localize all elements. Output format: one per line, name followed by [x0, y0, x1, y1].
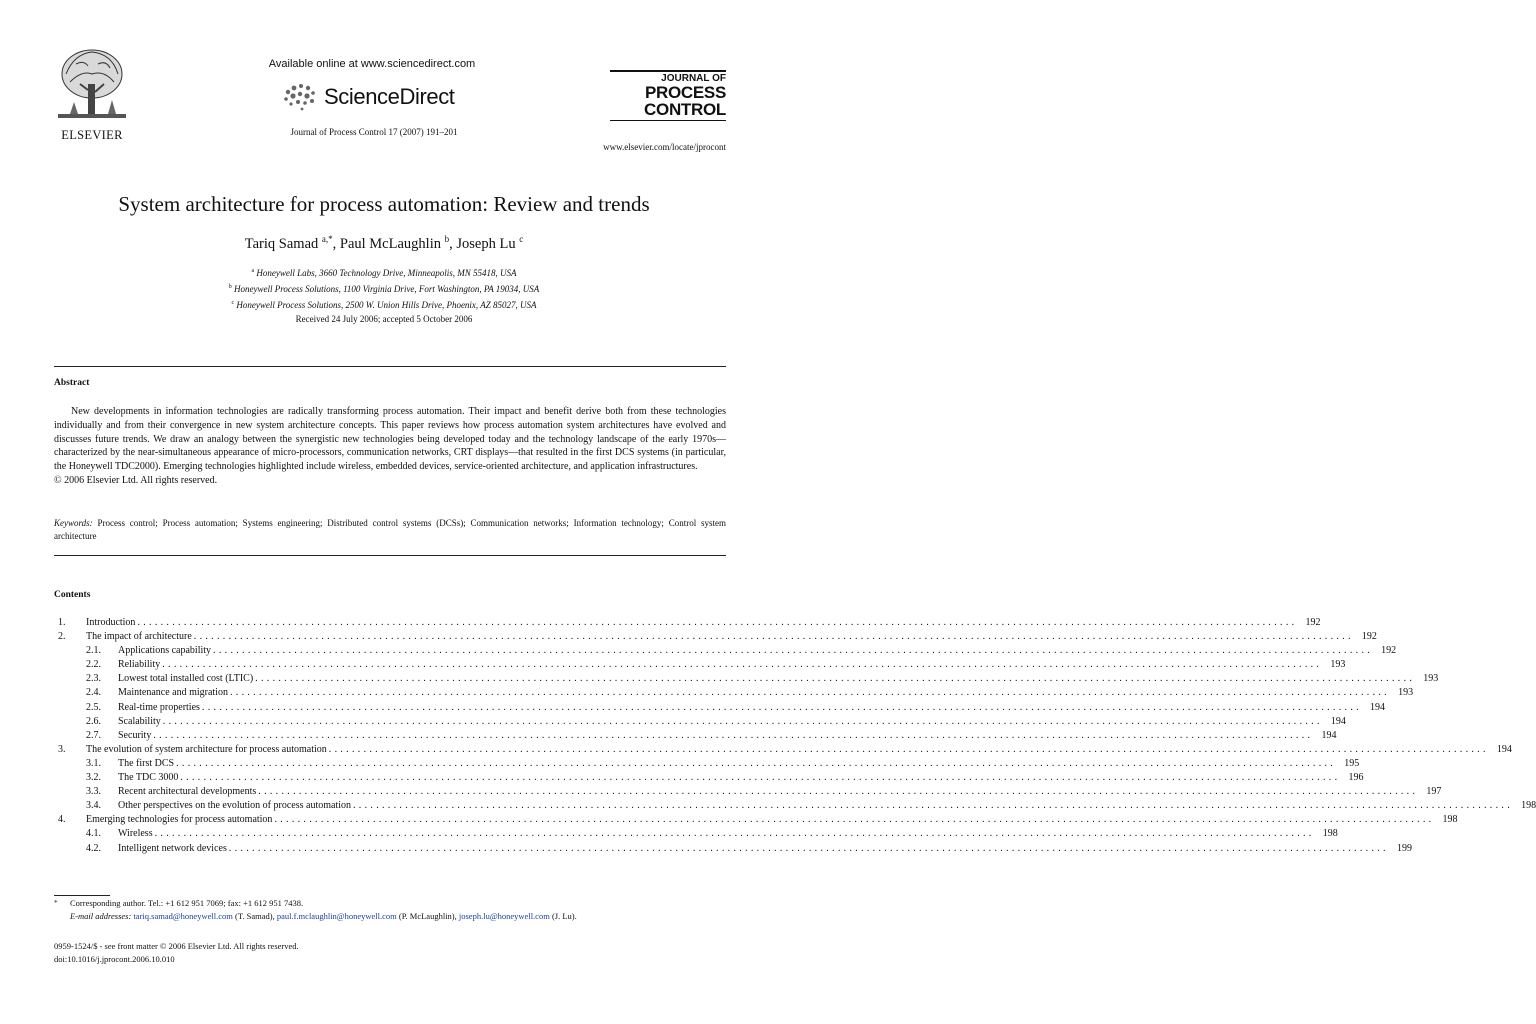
contents-heading: Contents	[54, 590, 91, 600]
email-label: E-mail addresses:	[70, 910, 132, 921]
toc-leader-dots: . . . . . . . . . . . . . . . . . . . . . . . . . . . . . . . . . . . . . . . . . . . . . . . . . . . . . . . . . . . . . . . . . . . . . . . . . . . . . . . . . . . . . . . . . . . . . . . . . . . . . . . . . . . . . . . . . . . . . . . . . . . . . . . . . . . . . . . . . . . . . . . . . . . . . . . . . . . . . . . . . . . . . . . . . . . . . . . . . . . . . . . . . . . . . . . . . . . . . . . .	[258, 786, 1416, 798]
doi-line[interactable]: doi:10.1016/j.jprocont.2006.10.010	[54, 953, 175, 964]
footnote-star: *	[54, 899, 58, 907]
toc-title: Recent architectural developments	[118, 786, 257, 798]
email-link[interactable]: paul.f.mclaughlin@honeywell.com	[276, 910, 397, 921]
divider	[54, 555, 726, 556]
toc-entry[interactable]	[54, 799, 1536, 813]
toc-page-number: 192	[1361, 631, 1377, 643]
toc-entry[interactable]	[54, 827, 1338, 841]
toc-page-number: 194	[1330, 715, 1346, 727]
toc-leader-dots: . . . . . . . . . . . . . . . . . . . . . . . . . . . . . . . . . . . . . . . . . . . . . . . . . . . . . . . . . . . . . . . . . . . . . . . . . . . . . . . . . . . . . . . . . . . . . . . . . . . . . . . . . . . . . . . . . . . . . . . . . . . . . . . . . . . . . . . . . . . . . . . . . . . . . . . . . . . . . . . . . . . . . . . . . . . . . . . . . . . . . . . . . . . . . . . . . . . . . . . .	[255, 673, 1413, 685]
toc-title: The TDC 3000	[118, 772, 179, 784]
corresponding-author-note	[54, 897, 726, 910]
abstract-body	[54, 405, 726, 488]
toc-entry[interactable]	[54, 715, 1346, 729]
divider	[54, 366, 726, 367]
journal-reference: Journal of Process Control 17 (2007) 191–201	[290, 127, 458, 137]
toc-title: Introduction	[86, 617, 136, 628]
issn-line: 0959-1524/$ - see front matter © 2006 Elsevier Ltd. All rights reserved.	[54, 941, 299, 951]
toc-entry[interactable]	[54, 842, 1412, 856]
abstract-text: New developments in information technologies are radically transforming process automation. Their impact and benefit derive both from these technologies individually and from their convergence in new system architecture concepts. This paper reviews how process automation system architectures have evolved and discusses future trends. We draw an analogy between the synergistic new technologies being developed today and the technology landscape of the early 1970s—characterized by the near-simultaneous appearance of micro-processors, communication networks, CRT displays—that resulted in the first DCS systems (in particular, the Honeywell TDC2000). Emerging technologies highlighted include wireless, embedded devices, service-oriented architecture, and application infrastructures.	[54, 406, 726, 473]
affiliation	[40, 280, 728, 296]
toc-title: Emerging technologies for process automation	[86, 814, 273, 826]
toc-leader-dots: . . . . . . . . . . . . . . . . . . . . . . . . . . . . . . . . . . . . . . . . . . . . . . . . . . . . . . . . . . . . . . . . . . . . . . . . . . . . . . . . . . . . . . . . . . . . . . . . . . . . . . . . . . . . . . . . . . . . . . . . . . . . . . . . . . . . . . . . . . . . . . . . . . . . . . . . . . . . . . . . . . . . . . . . . . . . . . . . . . . . . . . . . . . . . . . . . . . . . . . .	[353, 800, 1511, 812]
toc-page-number: 198	[1521, 800, 1536, 812]
toc-number: 3.	[58, 743, 66, 755]
abstract-heading: Abstract	[54, 378, 90, 388]
toc-title: Security	[118, 729, 152, 741]
toc-number: 2.	[58, 631, 66, 643]
toc-page-number: 193	[1398, 687, 1414, 699]
keywords-text: Process control; Process automation; Systems engineering; Distributed control systems (DCSs); Communication networks; Information technology; Control system architecture	[54, 518, 727, 541]
toc-title: Maintenance and migration	[118, 687, 228, 699]
available-online-text: Available online at www.sciencedirect.com	[268, 58, 476, 70]
author-affil-mark: a,*	[321, 234, 333, 244]
copyright-line: © 2006 Elsevier Ltd. All rights reserved.	[54, 474, 218, 486]
toc-entry[interactable]	[54, 672, 1439, 686]
toc-title: Lowest total installed cost (LTIC)	[118, 673, 254, 685]
author-affil-mark: b	[444, 234, 450, 244]
toc-number: 2.3.	[86, 673, 101, 685]
affiliation	[40, 264, 728, 280]
toc-page-number: 194	[1370, 701, 1386, 713]
author-name: Joseph Lu	[456, 235, 516, 252]
author-list	[40, 234, 728, 253]
footnote-rule	[54, 895, 110, 896]
toc-page-number: 192	[1305, 617, 1321, 628]
toc-leader-dots: . . . . . . . . . . . . . . . . . . . . . . . . . . . . . . . . . . . . . . . . . . . . . . . . . . . . . . . . . . . . . . . . . . . . . . . . . . . . . . . . . . . . . . . . . . . . . . . . . . . . . . . . . . . . . . . . . . . . . . . . . . . . . . . . . . . . . . . . . . . . . . . . . . . . . . . . . . . . . . . . . . . . . . . . . . . . . . . . . . . . . . . . . . . . . . . . . . . . . . . .	[328, 743, 1486, 755]
toc-leader-dots: . . . . . . . . . . . . . . . . . . . . . . . . . . . . . . . . . . . . . . . . . . . . . . . . . . . . . . . . . . . . . . . . . . . . . . . . . . . . . . . . . . . . . . . . . . . . . . . . . . . . . . . . . . . . . . . . . . . . . . . . . . . . . . . . . . . . . . . . . . . . . . . . . . . . . . . . . . . . . . . . . . . . . . . . . . . . . . . . . . . . . . . . . . . . . . . . . . . . . . . .	[154, 828, 1312, 840]
toc-page-number: 198	[1442, 814, 1458, 826]
toc-title: The evolution of system architecture for process automation	[86, 743, 327, 755]
email-owner: (J. Lu).	[549, 910, 577, 921]
toc-number: 2.2.	[86, 659, 101, 671]
toc-page-number: 196	[1348, 772, 1364, 784]
toc-number: 2.7.	[86, 729, 101, 741]
toc-title: The impact of architecture	[86, 631, 192, 643]
toc-page-number: 194	[1321, 729, 1337, 741]
journal-logo-line-2: PROCESS	[644, 83, 726, 102]
toc-entry[interactable]	[54, 771, 1364, 785]
toc-title: Real-time properties	[118, 701, 200, 713]
author-separator: ,	[449, 235, 457, 252]
toc-leader-dots: . . . . . . . . . . . . . . . . . . . . . . . . . . . . . . . . . . . . . . . . . . . . . . . . . . . . . . . . . . . . . . . . . . . . . . . . . . . . . . . . . . . . . . . . . . . . . . . . . . . . . . . . . . . . . . . . . . . . . . . . . . . . . . . . . . . . . . . . . . . . . . . . . . . . . . . . . . . . . . . . . . . . . . . . . . . . . . . . . . . . . . . . . . . . . . . . . . . . . . . .	[193, 631, 1351, 643]
article-title: System architecture for process automation: Review and trends	[118, 192, 650, 216]
affiliation-text: Honeywell Process Solutions, 2500 W. Union Hills Drive, Phoenix, AZ 85027, USA	[236, 300, 537, 310]
toc-title: Wireless	[118, 828, 153, 840]
toc-number: 3.1.	[86, 757, 101, 769]
journal-logo	[610, 70, 726, 124]
toc-title: Other perspectives on the evolution of process automation	[118, 800, 351, 812]
toc-entry[interactable]	[54, 785, 1442, 799]
publisher-name: ELSEVIER	[61, 128, 123, 142]
toc-number: 4.1.	[86, 828, 101, 840]
keywords	[54, 517, 726, 543]
toc-entry[interactable]	[54, 686, 1414, 700]
toc-leader-dots: . . . . . . . . . . . . . . . . . . . . . . . . . . . . . . . . . . . . . . . . . . . . . . . . . . . . . . . . . . . . . . . . . . . . . . . . . . . . . . . . . . . . . . . . . . . . . . . . . . . . . . . . . . . . . . . . . . . . . . . . . . . . . . . . . . . . . . . . . . . . . . . . . . . . . . . . . . . . . . . . . . . . . . . . . . . . . . . . . . . . . . . . . . . . . . . . . . . . . . . .	[274, 814, 1432, 826]
toc-leader-dots: . . . . . . . . . . . . . . . . . . . . . . . . . . . . . . . . . . . . . . . . . . . . . . . . . . . . . . . . . . . . . . . . . . . . . . . . . . . . . . . . . . . . . . . . . . . . . . . . . . . . . . . . . . . . . . . . . . . . . . . . . . . . . . . . . . . . . . . . . . . . . . . . . . . . . . . . . . . . . . . . . . . . . . . . . . . . . . . . . . . . . . . . . . . . . . . . . . . . . . . .	[162, 659, 1320, 671]
toc-page-number: 193	[1330, 659, 1346, 671]
affiliation-mark: a	[251, 268, 255, 274]
toc-entry[interactable]	[54, 813, 1458, 827]
toc-leader-dots: . . . . . . . . . . . . . . . . . . . . . . . . . . . . . . . . . . . . . . . . . . . . . . . . . . . . . . . . . . . . . . . . . . . . . . . . . . . . . . . . . . . . . . . . . . . . . . . . . . . . . . . . . . . . . . . . . . . . . . . . . . . . . . . . . . . . . . . . . . . . . . . . . . . . . . . . . . . . . . . . . . . . . . . . . . . . . . . . . . . . . . . . . . . . . . . . . . . . . . . .	[153, 729, 1311, 741]
journal-logo-line-1: JOURNAL OF	[661, 73, 726, 84]
email-owner: (P. McLaughlin),	[396, 910, 459, 921]
email-line	[54, 910, 726, 923]
toc-number: 4.2.	[86, 842, 101, 854]
affiliation	[40, 296, 728, 312]
toc-title: Applications capability	[118, 645, 212, 657]
email-link[interactable]: tariq.samad@honeywell.com	[133, 910, 233, 921]
sciencedirect-wordmark: ScienceDirect	[324, 84, 455, 109]
affiliation-mark: b	[228, 284, 232, 290]
toc-page-number: 198	[1322, 828, 1338, 840]
email-link[interactable]: joseph.lu@honeywell.com	[458, 910, 550, 921]
author-separator: ,	[332, 235, 340, 252]
toc-entry[interactable]	[54, 658, 1346, 672]
corresponding-text: Corresponding author. Tel.: +1 612 951 7069; fax: +1 612 951 7438.	[70, 898, 304, 908]
elsevier-tree-logo	[52, 44, 132, 140]
toc-number: 3.2.	[86, 772, 101, 784]
toc-title: Reliability	[118, 659, 161, 671]
toc-page-number: 199	[1396, 842, 1412, 854]
journal-logo-line-3: CONTROL	[644, 100, 726, 119]
author-affil-mark: c	[519, 234, 524, 244]
toc-leader-dots: . . . . . . . . . . . . . . . . . . . . . . . . . . . . . . . . . . . . . . . . . . . . . . . . . . . . . . . . . . . . . . . . . . . . . . . . . . . . . . . . . . . . . . . . . . . . . . . . . . . . . . . . . . . . . . . . . . . . . . . . . . . . . . . . . . . . . . . . . . . . . . . . . . . . . . . . . . . . . . . . . . . . . . . . . . . . . . . . . . . . . . . . . . . . . . . . . . . . . . . .	[176, 757, 1334, 769]
affiliation-text: Honeywell Process Solutions, 1100 Virginia Drive, Fort Washington, PA 19034, USA	[233, 284, 540, 294]
toc-leader-dots: . . . . . . . . . . . . . . . . . . . . . . . . . . . . . . . . . . . . . . . . . . . . . . . . . . . . . . . . . . . . . . . . . . . . . . . . . . . . . . . . . . . . . . . . . . . . . . . . . . . . . . . . . . . . . . . . . . . . . . . . . . . . . . . . . . . . . . . . . . . . . . . . . . . . . . . . . . . . . . . . . . . . . . . . . . . . . . . . . . . . . . . . . . . . . . . . . . . . . . . .	[162, 715, 1320, 727]
affiliation-mark: c	[231, 300, 235, 306]
toc-entry[interactable]	[54, 644, 1397, 658]
sciencedirect-logo	[282, 80, 455, 114]
footnote	[54, 897, 726, 922]
toc-number: 1.	[58, 617, 66, 628]
table-of-contents	[54, 616, 1536, 856]
received-dates: Received 24 July 2006; accepted 5 October 2006	[295, 314, 473, 324]
toc-leader-dots: . . . . . . . . . . . . . . . . . . . . . . . . . . . . . . . . . . . . . . . . . . . . . . . . . . . . . . . . . . . . . . . . . . . . . . . . . . . . . . . . . . . . . . . . . . . . . . . . . . . . . . . . . . . . . . . . . . . . . . . . . . . . . . . . . . . . . . . . . . . . . . . . . . . . . . . . . . . . . . . . . . . . . . . . . . . . . . . . . . . . . . . . . . . . . . . . . . . . . . . .	[137, 617, 1295, 628]
author-name: Tariq Samad	[244, 235, 319, 252]
affiliations	[40, 264, 728, 312]
toc-number: 3.3.	[86, 786, 101, 798]
toc-entry[interactable]	[54, 729, 1337, 743]
toc-number: 2.5.	[86, 701, 101, 713]
toc-entry[interactable]	[54, 757, 1360, 771]
toc-number: 2.4.	[86, 687, 101, 699]
toc-page-number: 193	[1423, 673, 1439, 685]
email-owner: (T. Samad),	[232, 910, 277, 921]
toc-leader-dots: . . . . . . . . . . . . . . . . . . . . . . . . . . . . . . . . . . . . . . . . . . . . . . . . . . . . . . . . . . . . . . . . . . . . . . . . . . . . . . . . . . . . . . . . . . . . . . . . . . . . . . . . . . . . . . . . . . . . . . . . . . . . . . . . . . . . . . . . . . . . . . . . . . . . . . . . . . . . . . . . . . . . . . . . . . . . . . . . . . . . . . . . . . . . . . . . . . . . . . . .	[201, 701, 1360, 713]
toc-page-number: 192	[1381, 645, 1397, 657]
toc-number: 2.1.	[86, 645, 101, 657]
toc-number: 3.4.	[86, 800, 101, 812]
issn-doi-block	[54, 940, 299, 965]
toc-entry[interactable]	[54, 701, 1386, 715]
journal-url[interactable]: www.elsevier.com/locate/jprocont	[603, 142, 726, 152]
toc-leader-dots: . . . . . . . . . . . . . . . . . . . . . . . . . . . . . . . . . . . . . . . . . . . . . . . . . . . . . . . . . . . . . . . . . . . . . . . . . . . . . . . . . . . . . . . . . . . . . . . . . . . . . . . . . . . . . . . . . . . . . . . . . . . . . . . . . . . . . . . . . . . . . . . . . . . . . . . . . . . . . . . . . . . . . . . . . . . . . . . . . . . . . . . . . . . . . . . . . . . . . . . .	[213, 645, 1371, 657]
toc-entry[interactable]	[54, 616, 1321, 630]
toc-title: Intelligent network devices	[118, 842, 227, 854]
toc-number: 4.	[58, 814, 66, 826]
toc-page-number: 194	[1496, 743, 1512, 755]
toc-page-number: 195	[1344, 757, 1360, 769]
toc-page-number: 197	[1426, 786, 1442, 798]
toc-leader-dots: . . . . . . . . . . . . . . . . . . . . . . . . . . . . . . . . . . . . . . . . . . . . . . . . . . . . . . . . . . . . . . . . . . . . . . . . . . . . . . . . . . . . . . . . . . . . . . . . . . . . . . . . . . . . . . . . . . . . . . . . . . . . . . . . . . . . . . . . . . . . . . . . . . . . . . . . . . . . . . . . . . . . . . . . . . . . . . . . . . . . . . . . . . . . . . . . . . . . . . . .	[228, 842, 1386, 854]
toc-title: Scalability	[118, 715, 161, 727]
toc-entry[interactable]	[54, 630, 1377, 644]
toc-leader-dots: . . . . . . . . . . . . . . . . . . . . . . . . . . . . . . . . . . . . . . . . . . . . . . . . . . . . . . . . . . . . . . . . . . . . . . . . . . . . . . . . . . . . . . . . . . . . . . . . . . . . . . . . . . . . . . . . . . . . . . . . . . . . . . . . . . . . . . . . . . . . . . . . . . . . . . . . . . . . . . . . . . . . . . . . . . . . . . . . . . . . . . . . . . . . . . . . . . . . . . . .	[229, 687, 1388, 699]
keywords-label: Keywords:	[54, 518, 93, 528]
author-name: Paul McLaughlin	[339, 235, 441, 252]
toc-title: The first DCS	[118, 757, 175, 769]
toc-number: 2.6.	[86, 715, 101, 727]
toc-entry[interactable]	[54, 743, 1512, 757]
affiliation-text: Honeywell Labs, 3660 Technology Drive, Minneapolis, MN 55418, USA	[256, 268, 517, 278]
sciencedirect-dots-icon	[282, 82, 320, 112]
toc-leader-dots: . . . . . . . . . . . . . . . . . . . . . . . . . . . . . . . . . . . . . . . . . . . . . . . . . . . . . . . . . . . . . . . . . . . . . . . . . . . . . . . . . . . . . . . . . . . . . . . . . . . . . . . . . . . . . . . . . . . . . . . . . . . . . . . . . . . . . . . . . . . . . . . . . . . . . . . . . . . . . . . . . . . . . . . . . . . . . . . . . . . . . . . . . . . . . . . . . . . . . . . .	[180, 772, 1338, 784]
